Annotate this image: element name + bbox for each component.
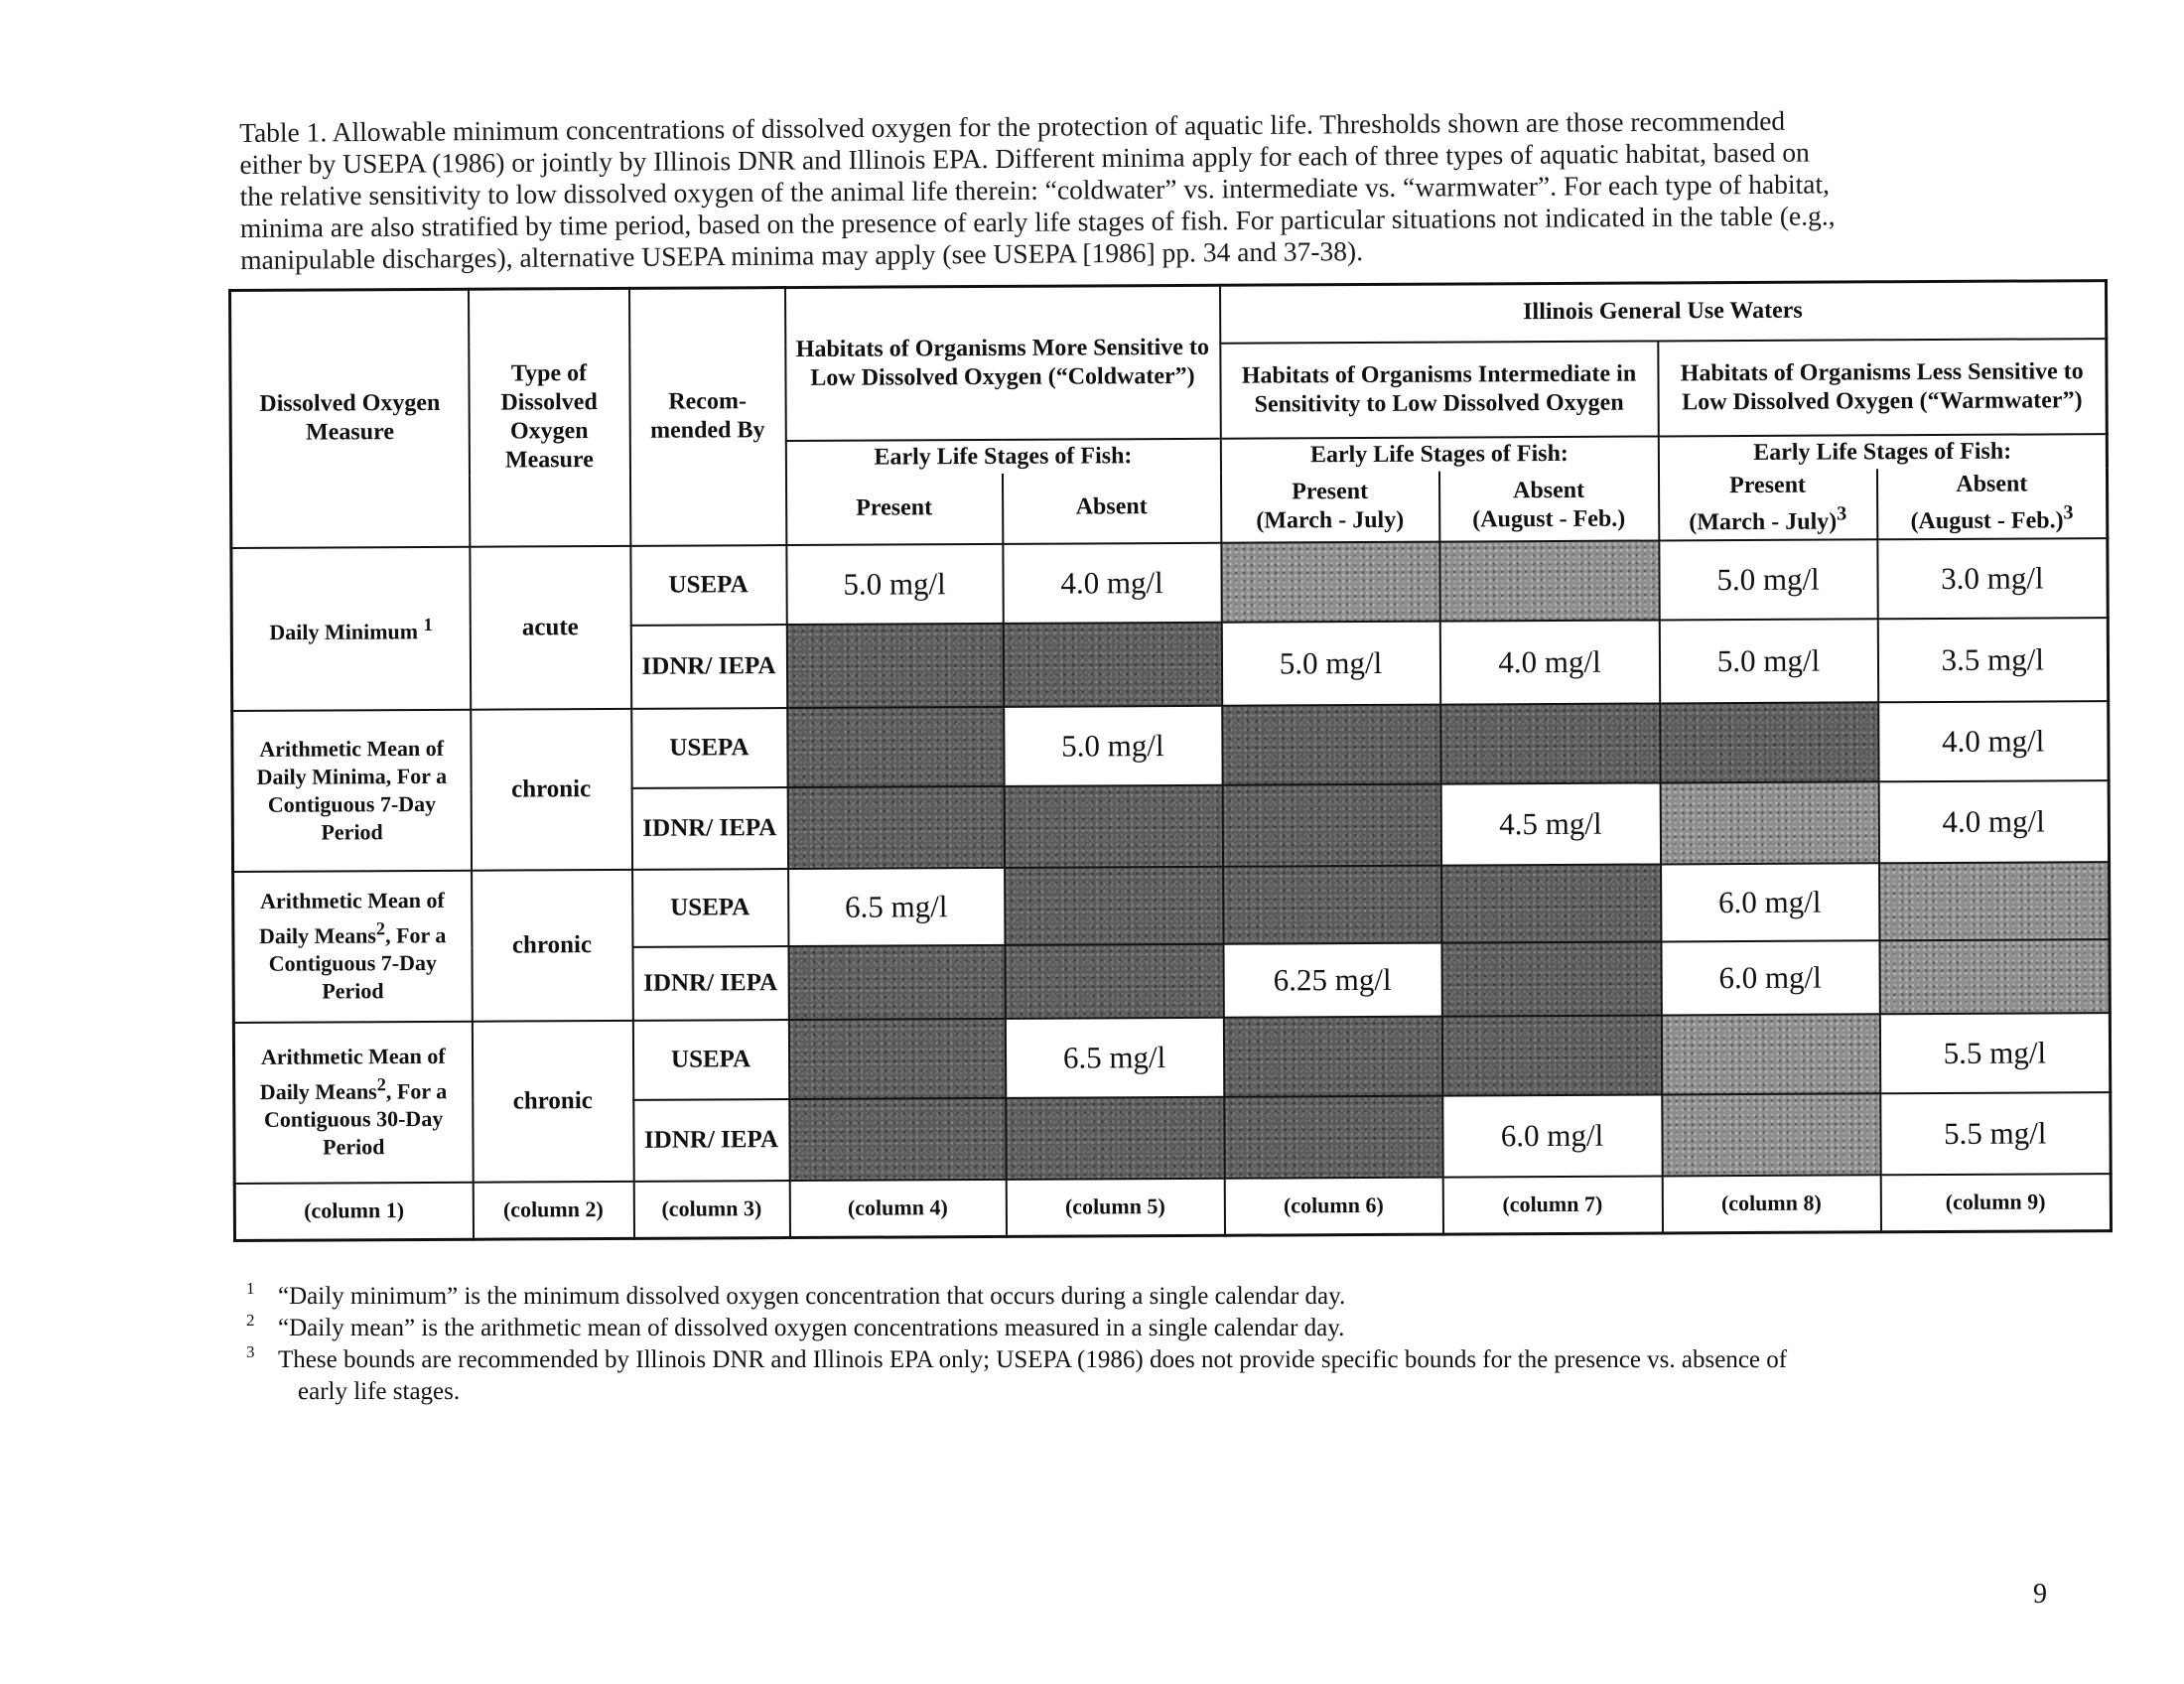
shaded-cell [787, 785, 1004, 868]
value-cell: 5.0 mg/l [786, 543, 1003, 624]
value-cell: 3.5 mg/l [1877, 618, 2108, 702]
header-recommended-by: Recom-mended By [629, 288, 786, 546]
row-type: chronic [472, 1020, 633, 1182]
value-cell: 5.5 mg/l [1879, 1013, 2110, 1093]
value-cell: 6.5 mg/l [1005, 1017, 1223, 1097]
row-type: chronic [471, 708, 632, 870]
footnote-mark: 2 [246, 1311, 255, 1330]
value-cell: 5.5 mg/l [1880, 1092, 2111, 1175]
footnote-ref: 3 [1837, 501, 1847, 525]
shaded-cell [1661, 1014, 1879, 1094]
value-cell: 4.0 mg/l [1878, 780, 2109, 863]
footnote-text: “Daily mean” is the arithmetic mean of dissolved oxygen concentrations measured in a single calendar day. [278, 1315, 1345, 1341]
shaded-cell [1660, 781, 1878, 864]
footnote-ref: 3 [2063, 500, 2074, 523]
shaded-cell [1004, 784, 1222, 867]
shaded-cell [786, 623, 1003, 707]
shaded-cell [1224, 1095, 1442, 1178]
header-present-dates [1220, 471, 1438, 542]
recommender-idnr: IDNR/ IEPA [631, 787, 787, 870]
table [228, 279, 2113, 1242]
row-label-text: Daily Minimum [269, 619, 419, 644]
header-illinois-general-use: Illinois General Use Waters [1220, 281, 2107, 344]
column-number: (column 8) [1662, 1175, 1880, 1233]
caption-line: Table 1. Allowable minimum concentrations of dissolved oxygen for the protection of aquatic life. Thresholds shown are those recommended [239, 104, 1786, 148]
footnote-mark: 1 [246, 1279, 255, 1298]
value-cell: 4.5 mg/l [1440, 782, 1660, 865]
footnote-ref: 1 [423, 614, 433, 634]
column-number: (column 5) [1006, 1178, 1224, 1236]
recommender-idnr: IDNR/ IEPA [633, 1099, 789, 1182]
shaded-cell [1879, 939, 2110, 1014]
value-cell: 6.0 mg/l [1442, 1094, 1662, 1177]
recommender-usepa: USEPA [632, 869, 788, 947]
column-number: (column 7) [1442, 1176, 1662, 1234]
footnote-text: early life stages. [298, 1378, 461, 1405]
row-type: acute [470, 545, 631, 709]
shaded-cell [1879, 862, 2110, 940]
shaded-cell [1441, 864, 1661, 942]
shaded-cell [1221, 541, 1439, 622]
absent-label: Absent [1956, 471, 2028, 497]
present-label: Present [1729, 472, 1807, 498]
footnote-mark: 3 [246, 1342, 255, 1361]
value-cell: 6.5 mg/l [788, 867, 1005, 945]
footnote [238, 1281, 2025, 1313]
table-caption [239, 103, 2027, 276]
footnote-text: “Daily minimum” is the minimum dissolved oxygen concentration that occurs during a single calendar day. [278, 1283, 1346, 1310]
row-label-daily-minimum [231, 546, 471, 710]
column-number: (column 1) [234, 1182, 473, 1240]
row-label-mean-daily-means-30day [233, 1021, 473, 1183]
column-number: (column 4) [789, 1179, 1006, 1237]
shaded-cell [1441, 1015, 1661, 1095]
recommender-usepa: USEPA [631, 708, 787, 788]
shaded-cell [1662, 1093, 1880, 1176]
absent-months: (August - Feb.) [1472, 505, 1626, 532]
footnote-text: These bounds are recommended by Illinois DNR and Illinois EPA only; USEPA (1986) does not provide specific bounds for the presence vs. absence of [278, 1346, 1788, 1373]
row-label-text: Arithmetic Mean of Daily Means [259, 1043, 446, 1105]
footnotes [238, 1281, 2025, 1408]
absent-label: Absent [1513, 477, 1585, 503]
present-months: (March - July) [1689, 508, 1838, 535]
shaded-cell [788, 944, 1005, 1019]
shaded-cell [1005, 943, 1223, 1018]
value-cell: 4.0 mg/l [1439, 620, 1659, 704]
caption-line: manipulable discharges), alternative USEPA minima may apply (see USEPA [1986] pp. 34 and 37-38). [240, 235, 1364, 275]
column-number: (column 3) [633, 1181, 789, 1239]
caption-line: either by USEPA (1986) or jointly by Illinois DNR and Illinois EPA. Different minima apply for each of three types of aquatic habitat, based on [239, 136, 1810, 180]
header-warmwater: Habitats of Organisms Less Sensitive to Low Dissolved Oxygen (“Warmwater”) [1658, 339, 2108, 436]
value-cell: 4.0 mg/l [1878, 701, 2109, 781]
column-number: (column 9) [1880, 1174, 2111, 1232]
footnote-ref: 2 [375, 918, 386, 939]
value-cell: 5.0 mg/l [1221, 621, 1439, 705]
recommender-usepa: USEPA [630, 545, 786, 626]
shaded-cell [1441, 941, 1661, 1016]
recommender-idnr: IDNR/ IEPA [630, 625, 786, 709]
shaded-cell [1223, 1016, 1441, 1096]
footnote [238, 1344, 2025, 1408]
caption-line: minima are also stratified by time period, based on the presence of early life stages of fish. For particular situations not indicated in the table (e.g., [239, 200, 1836, 243]
value-cell: 5.0 mg/l [1659, 539, 1877, 620]
shaded-cell [1006, 1096, 1224, 1179]
value-cell: 5.0 mg/l [1659, 619, 1877, 703]
footnote [238, 1313, 2025, 1344]
header-coldwater: Habitats of Organisms More Sensitive to Low Dissolved Oxygen (“Coldwater”) [785, 285, 1221, 440]
shaded-cell [787, 706, 1004, 786]
shaded-cell [788, 1018, 1005, 1098]
shaded-cell [1222, 704, 1440, 784]
row-label-mean-daily-minima: Arithmetic Mean of Daily Minima, For a Contiguous 7-Day Period [232, 709, 472, 871]
present-months: (March - July) [1256, 506, 1405, 534]
absent-months: (August - Feb.) [1910, 506, 2064, 534]
header-early-life-coldwater: Early Life Stages of Fish: [785, 438, 1220, 474]
header-present-dates-3 [1658, 469, 1876, 540]
dissolved-oxygen-table [228, 279, 2110, 1242]
header-absent-dates-3 [1876, 468, 2107, 539]
page-number: 9 [2033, 1579, 2047, 1610]
footnote-ref: 2 [376, 1074, 386, 1095]
value-cell: 6.0 mg/l [1661, 940, 1879, 1015]
row-label-text: Arithmetic Mean of Daily Means [258, 887, 445, 949]
header-absent-dates [1438, 470, 1658, 541]
shaded-cell [1005, 866, 1223, 944]
row-label-mean-daily-means-7day [233, 870, 473, 1022]
shaded-cell [1222, 783, 1440, 866]
row-label-text: , For a Contiguous 30-Day Period [263, 1078, 448, 1160]
shaded-cell [1439, 540, 1659, 621]
shaded-cell [1003, 622, 1221, 706]
value-cell: 5.0 mg/l [1004, 705, 1222, 785]
value-cell: 6.25 mg/l [1223, 942, 1441, 1017]
header-early-life-warmwater: Early Life Stages of Fish: [1658, 434, 2107, 470]
value-cell: 4.0 mg/l [1003, 542, 1221, 623]
column-number: (column 6) [1224, 1177, 1442, 1235]
recommender-idnr: IDNR/ IEPA [632, 946, 788, 1021]
column-number: (column 2) [473, 1181, 633, 1239]
row-label-text: , For a Contiguous 7-Day Period [268, 922, 447, 1004]
value-cell: 6.0 mg/l [1661, 863, 1879, 941]
row-type: chronic [472, 869, 633, 1021]
header-absent: Absent [1002, 472, 1220, 543]
header-present: Present [785, 473, 1002, 544]
present-label: Present [1292, 478, 1369, 504]
header-do-measure: Dissolved Oxygen Measure [230, 289, 470, 547]
shaded-cell [1660, 702, 1878, 782]
recommender-usepa: USEPA [632, 1020, 788, 1100]
caption-line: the relative sensitivity to low dissolved oxygen of the animal life therein: “coldwater” vs. intermediate vs. “warmwater”. For each type of habitat, [239, 168, 1831, 211]
shaded-cell [1440, 703, 1660, 783]
value-cell: 3.0 mg/l [1877, 538, 2108, 619]
header-type-of-measure: Type of Dissolved Oxygen Measure [469, 288, 630, 546]
shaded-cell [789, 1097, 1006, 1180]
shaded-cell [1223, 865, 1441, 943]
header-intermediate: Habitats of Organisms Intermediate in Sensitivity to Low Dissolved Oxygen [1220, 341, 1658, 438]
header-early-life-intermediate: Early Life Stages of Fish: [1220, 436, 1658, 472]
